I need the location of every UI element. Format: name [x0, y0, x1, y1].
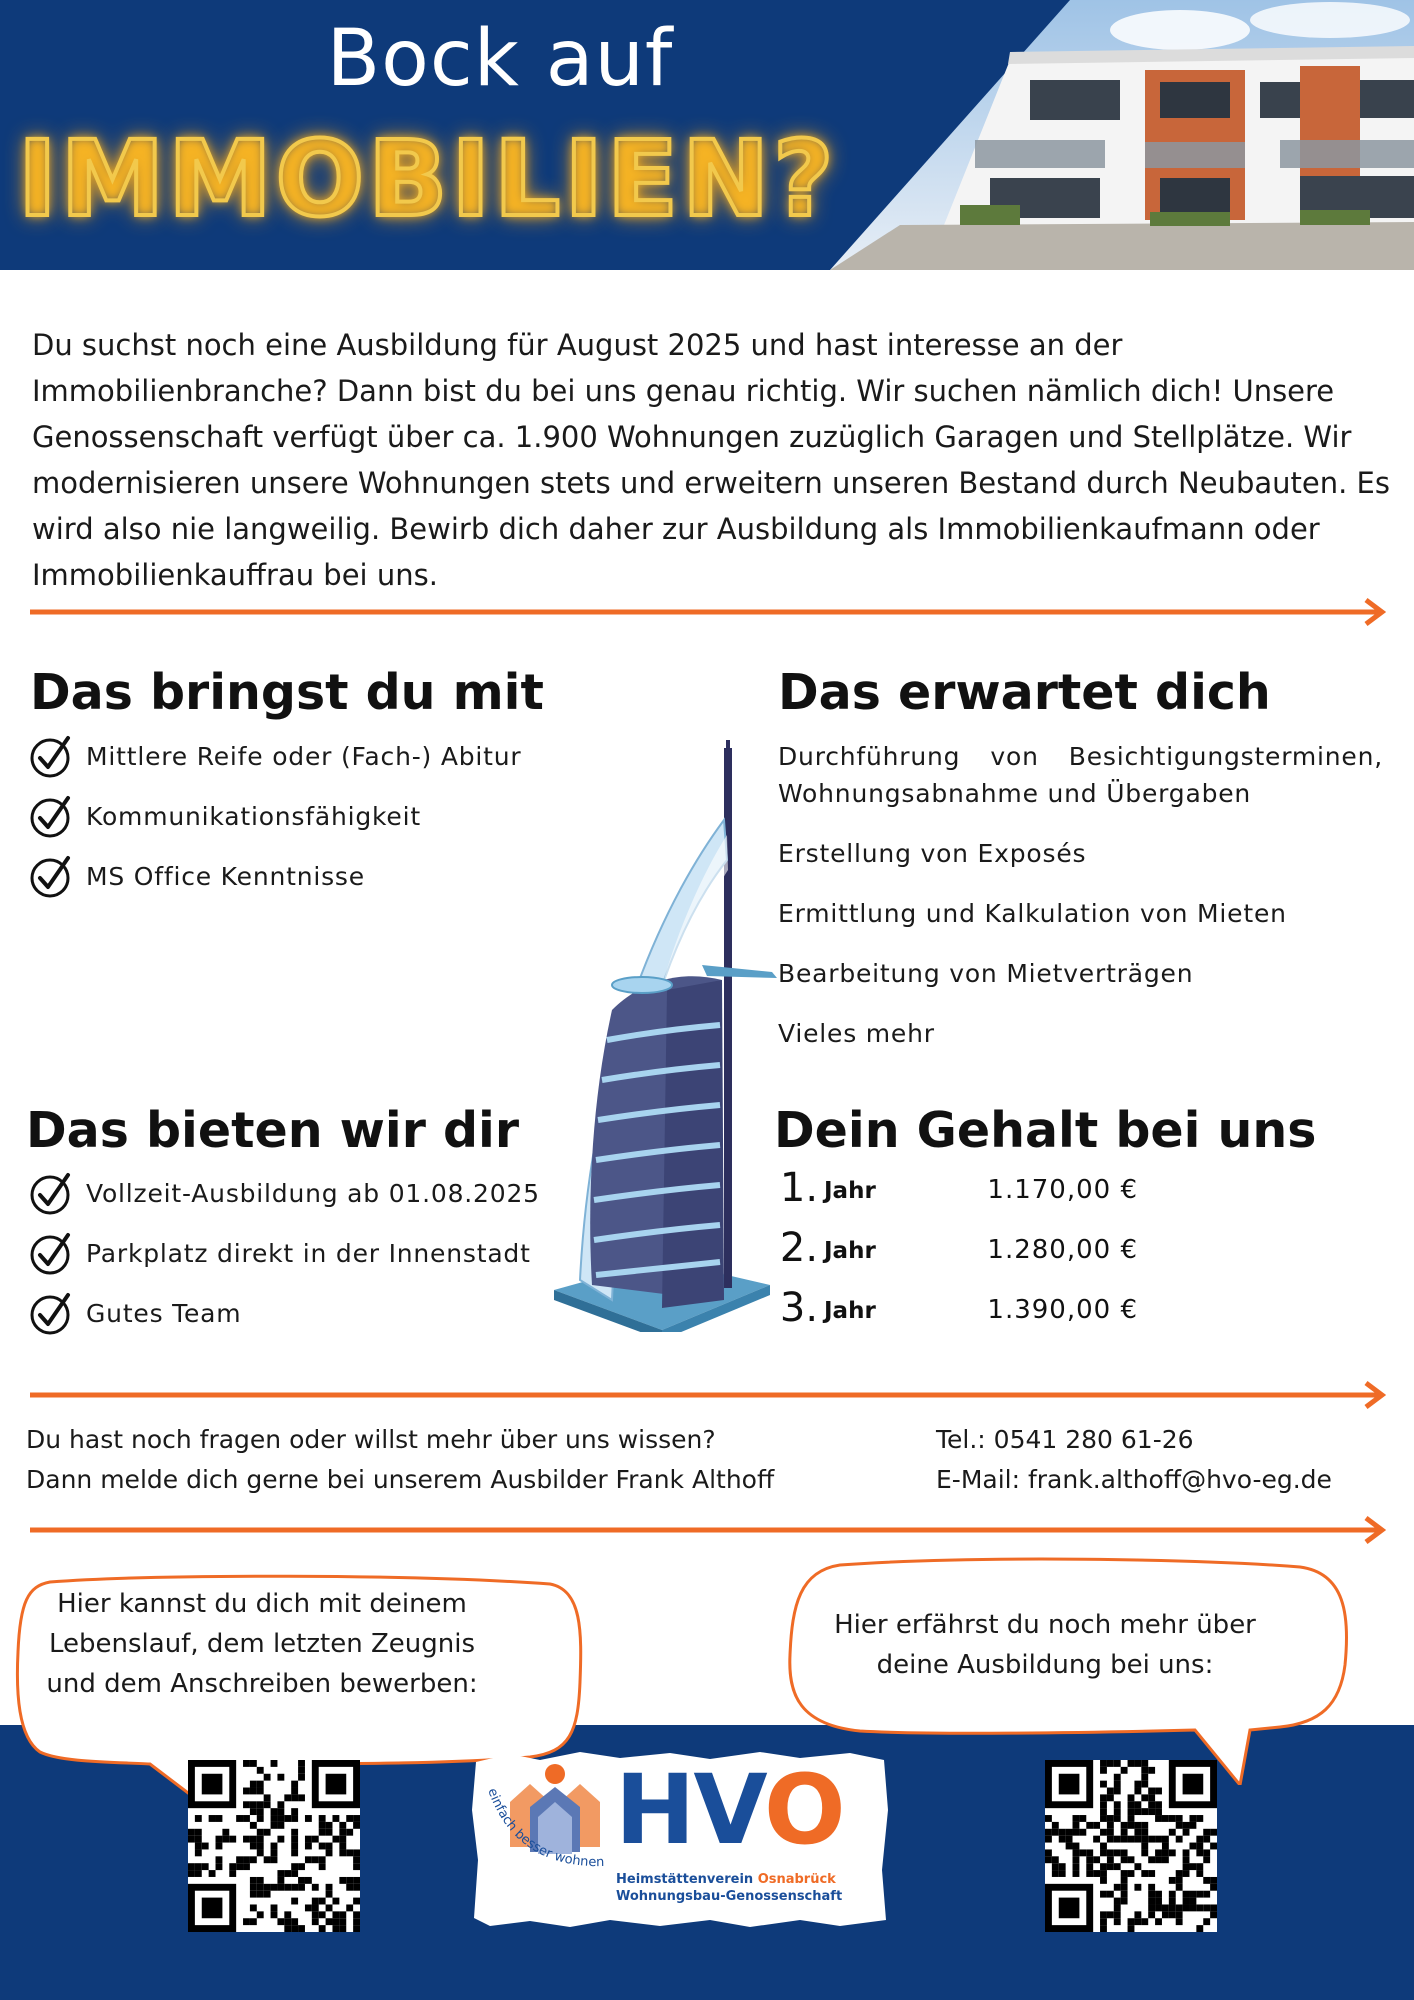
salary-row: [778, 1283, 1138, 1343]
list-item: Ermittlung und Kalkulation von Mieten: [778, 899, 1287, 928]
checkmark-circle-icon: [30, 1171, 74, 1215]
qr-code-application[interactable]: [188, 1760, 360, 1932]
list-item: [30, 786, 522, 846]
salary-amount: 1.280,00 €: [987, 1235, 1138, 1265]
contact-email: E-Mail: frank.althoff@hvo-eg.de: [936, 1465, 1332, 1494]
logo-wordmark: [615, 1754, 844, 1866]
expectations-list: [778, 738, 1383, 1075]
bubble-line: und dem Anschreiben bewerben:: [46, 1669, 478, 1699]
salary-year-number: 1.: [779, 1165, 819, 1211]
salary-table: [778, 1163, 1138, 1343]
salary-amount: 1.170,00 €: [987, 1175, 1138, 1205]
requirements-list: [30, 726, 522, 906]
salary-year-label: Jahr: [824, 1298, 876, 1324]
checkmark-circle-icon: [30, 1231, 74, 1275]
orange-arrow-divider: [30, 1380, 1386, 1410]
list-item: [30, 726, 522, 786]
logo-org-prefix: Heimstättenverein: [616, 1872, 758, 1887]
salary-heading: Dein Gehalt bei uns: [774, 1102, 1317, 1159]
orange-arrow-divider: [30, 597, 1386, 627]
logo-org-city: Osnabrück: [757, 1872, 836, 1887]
header-title-line1: Bock auf: [326, 14, 674, 104]
salary-year-label: Jahr: [824, 1178, 876, 1204]
checkmark-circle-icon: [30, 794, 74, 838]
offer-text: Gutes Team: [86, 1298, 242, 1328]
salary-year-label: Jahr: [824, 1238, 876, 1264]
logo-letter-o: O: [763, 1754, 844, 1866]
list-item: Vieles mehr: [778, 1019, 935, 1048]
checkmark-circle-icon: [30, 854, 74, 898]
salary-year-number: 2.: [779, 1225, 819, 1271]
logo-org-name: [616, 1872, 836, 1887]
list-item: Bearbeitung von Mietverträgen: [778, 959, 1194, 988]
list-item: [30, 1223, 540, 1283]
offer-text: Parkplatz direkt in der Innenstadt: [86, 1238, 531, 1268]
checkmark-circle-icon: [30, 1291, 74, 1335]
qr-code-info[interactable]: [1045, 1760, 1217, 1932]
logo-letter-v: V: [693, 1754, 764, 1866]
header-banner: [0, 0, 1414, 270]
contact-phone: Tel.: 0541 280 61-26: [936, 1425, 1194, 1454]
offers-heading: Das bieten wir dir: [26, 1102, 519, 1159]
intro-paragraph: Du suchst noch eine Ausbildung für August 2025 und hast interesse an der Immobilienbranche? Dann bist du bei uns genau richtig. Wir suchen nämlich dich! Unsere Genossenschaft verfügt über ca. 1.900 Wohnungen zuzüglich Garagen und Stellplätze. Wir modernisieren unsere Wohnungen stets und erweitern unseren Bestand durch Neubauten. Es wird also nie langweilig. Bewirb dich daher zur Ausbildung als Immobilienkaufmann oder Immobilienkauffrau bei uns.: [32, 328, 1390, 592]
orange-arrow-divider: [30, 1515, 1386, 1545]
contact-invitation: [26, 1420, 774, 1500]
list-item: [30, 1283, 540, 1343]
bubble-line: deine Ausbildung bei uns:: [876, 1650, 1214, 1680]
offer-text: Vollzeit-Ausbildung ab 01.08.2025: [86, 1178, 540, 1208]
bubble-line: Hier kannst du dich mit deinem: [57, 1589, 467, 1619]
requirement-text: MS Office Kenntnisse: [86, 861, 365, 891]
expectations-heading: Das erwartet dich: [778, 664, 1271, 721]
requirement-text: Mittlere Reife oder (Fach-) Abitur: [86, 741, 522, 771]
logo-letter-h: H: [615, 1754, 694, 1866]
requirement-text: Kommunikationsfähigkeit: [86, 801, 421, 831]
bubble-left-text: [22, 1584, 502, 1704]
svg-text:einfach besser wohnen: [484, 1786, 604, 1870]
list-item: [30, 1163, 540, 1223]
salary-amount: 1.390,00 €: [987, 1295, 1138, 1325]
bubble-right-text: [800, 1605, 1290, 1685]
contact-question: Du hast noch fragen oder willst mehr über uns wissen?: [26, 1425, 716, 1454]
requirements-heading: Das bringst du mit: [30, 664, 544, 721]
list-item: Erstellung von Exposés: [778, 839, 1087, 868]
logo-slogan-arc: [478, 1770, 628, 1880]
checkmark-circle-icon: [30, 734, 74, 778]
header-title-neon: IMMOBILIEN?: [18, 118, 838, 240]
salary-year-number: 3.: [779, 1285, 819, 1331]
contact-details: [936, 1420, 1332, 1500]
list-item: Durchführung von Besichtigungsterminen, Wohnungsabnahme und Übergaben: [778, 742, 1383, 808]
bubble-line: Hier erfährst du noch mehr über: [834, 1610, 1256, 1640]
salary-row: [778, 1163, 1138, 1223]
bubble-line: Lebenslauf, dem letzten Zeugnis: [49, 1629, 475, 1659]
logo-org-type: Wohnungsbau-Genossenschaft: [616, 1889, 843, 1904]
list-item: [30, 846, 522, 906]
salary-row: [778, 1223, 1138, 1283]
logo-slogan-text: einfach besser wohnen: [484, 1786, 605, 1871]
contact-invite: Dann melde dich gerne bei unserem Ausbilder Frank Althoff: [26, 1465, 775, 1494]
offers-list: [30, 1163, 540, 1343]
skyscraper-illustration: [552, 740, 784, 1332]
